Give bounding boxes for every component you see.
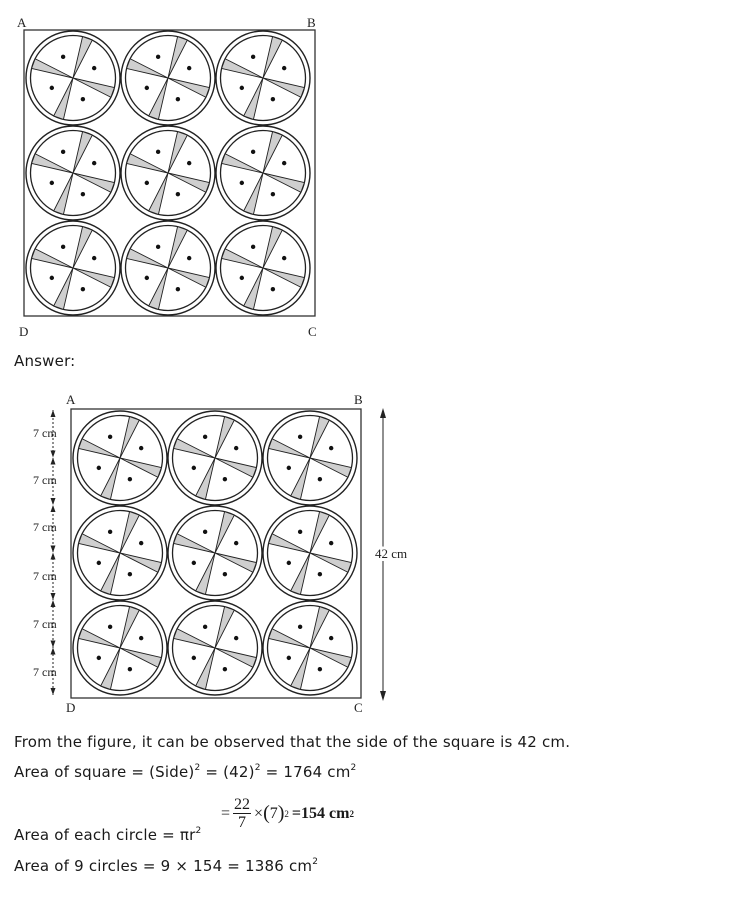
left-dimension-line bbox=[51, 410, 56, 695]
segment-label: 7 cm bbox=[33, 473, 57, 487]
decorated-circle bbox=[168, 506, 262, 600]
circle-area-formula: = $\frac{22}{7}$ × ( 7 ) 2 =154 cm 2 bbox=[221, 796, 354, 831]
side-length-label: 42 cm bbox=[375, 546, 408, 561]
decorated-circle bbox=[263, 411, 357, 505]
corner-label-b: B bbox=[354, 392, 363, 407]
corner-label-b: B bbox=[307, 15, 316, 30]
corner-label-c: C bbox=[354, 700, 363, 715]
decorated-circle bbox=[121, 221, 215, 315]
question-figure bbox=[0, 0, 738, 345]
solution-line-2: Area of square = (Side)$^2$ = $(42)^2 = 1764$ $cm^2$ bbox=[14, 763, 357, 781]
corner-label-a: A bbox=[17, 15, 27, 30]
decorated-circle bbox=[216, 221, 310, 315]
circle-grid bbox=[73, 411, 357, 695]
decorated-circle bbox=[26, 126, 120, 220]
corner-label-a: A bbox=[66, 392, 76, 407]
segment-label: 7 cm bbox=[33, 665, 57, 679]
answer-figure bbox=[0, 380, 738, 720]
decorated-circle bbox=[73, 506, 167, 600]
decorated-circle bbox=[263, 506, 357, 600]
decorated-circle bbox=[121, 31, 215, 125]
decorated-circle bbox=[121, 126, 215, 220]
decorated-circle bbox=[26, 31, 120, 125]
decorated-circle bbox=[73, 411, 167, 505]
segment-label: 7 cm bbox=[33, 520, 57, 534]
segment-label: 7 cm bbox=[33, 617, 57, 631]
decorated-circle bbox=[168, 601, 262, 695]
answer-label: Answer: bbox=[14, 352, 76, 370]
segment-label: 7 cm bbox=[33, 426, 57, 440]
decorated-circle bbox=[168, 411, 262, 505]
segment-label: 7 cm bbox=[33, 569, 57, 583]
corner-label-c: C bbox=[308, 324, 317, 339]
fraction-22-7: $\frac{22}{7}$ bbox=[234, 796, 251, 831]
solution-line-3: Area of each circle = $\pi r^2$ bbox=[14, 826, 202, 844]
decorated-circle bbox=[26, 221, 120, 315]
circle-grid bbox=[26, 31, 310, 315]
corner-label-d: D bbox=[66, 700, 76, 715]
decorated-circle bbox=[73, 601, 167, 695]
solution-line-4: Area of 9 circles = 9 × 154 = 1386 $cm^2$ bbox=[14, 857, 319, 875]
decorated-circle bbox=[263, 601, 357, 695]
decorated-circle bbox=[216, 31, 310, 125]
decorated-circle bbox=[216, 126, 310, 220]
corner-label-d: D bbox=[19, 324, 29, 339]
solution-line-1: From the figure, it can be observed that the side of the square is 42 cm. bbox=[14, 733, 571, 751]
